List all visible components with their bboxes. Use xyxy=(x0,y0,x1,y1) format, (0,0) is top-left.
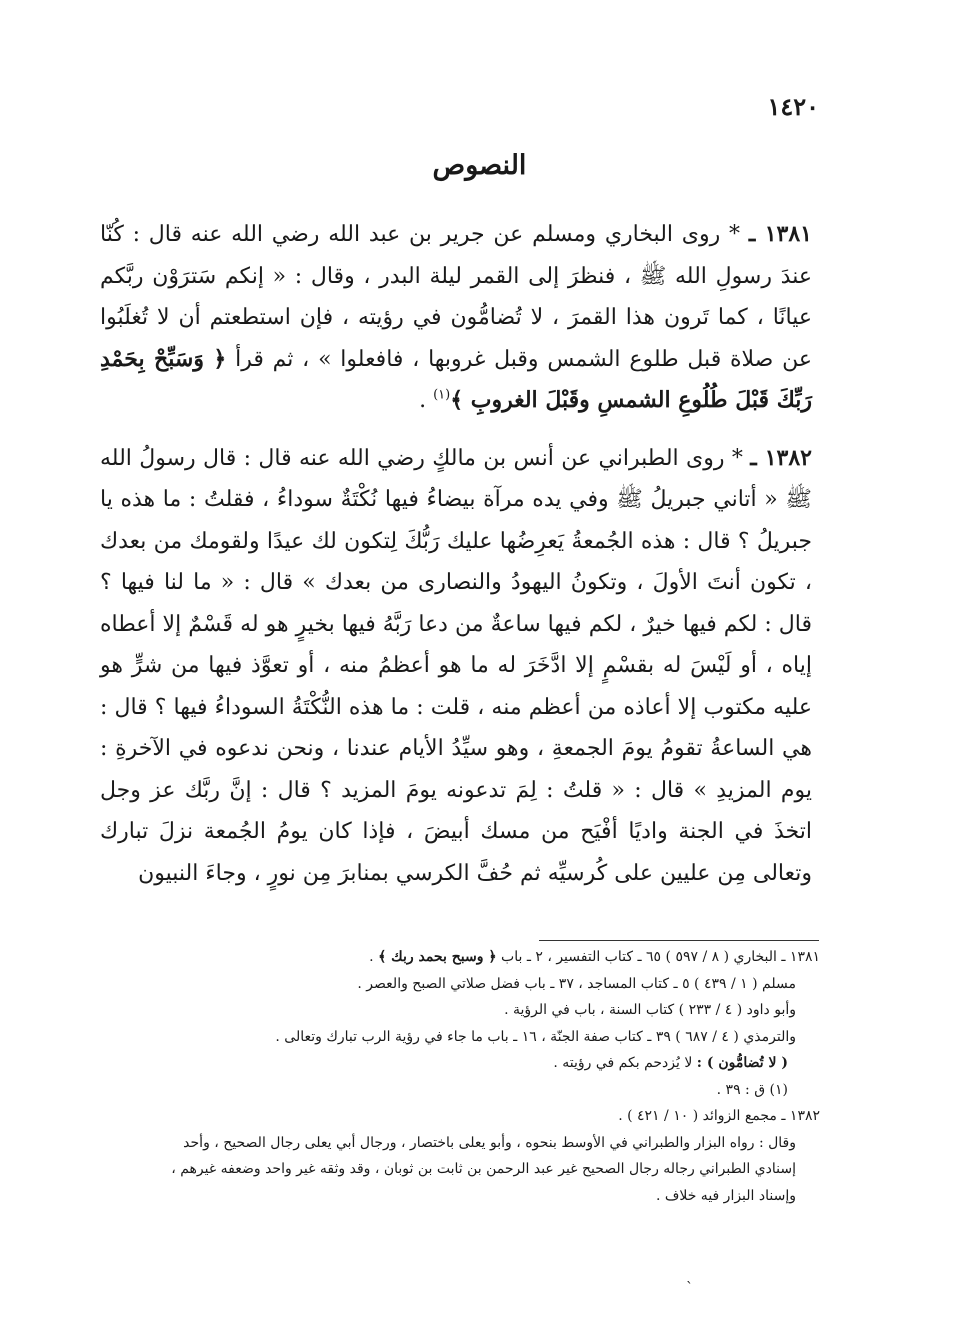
footnote-line: وقال : رواه البزار والطبراني في الأوسط بنحوه ، وأبو يعلى باختصار ، ورجال أبي يعلى رجال الصحيح ، وأحد xyxy=(183,1134,796,1151)
footnote-text: . xyxy=(369,949,374,965)
footnote-text: لا يُزدحم بكم في رؤيته . xyxy=(553,1055,693,1071)
footnotes xyxy=(100,944,820,1209)
footnote-marker: (١) xyxy=(433,387,451,403)
footnote-line: والترمذي ( ٤ / ٦٨٧ ) ٣٩ ـ كتاب صفة الجنّة ، ١٦ ـ باب ما جاء في رؤية الرب تبارك وتعالى . xyxy=(275,1028,796,1045)
paragraph-text: * روى الطبراني عن أنس بن مالكٍ رضي الله عنه قال : قال رسولُ الله ﷺ « أتاني جبريلُ ﷺ وفي يده مرآة بيضاءُ فيها نُكْتَةٌ سوداءُ ، فقلتُ : ما هذه يا جبريلُ ؟ قال : هذه الجُمعةُ يَعرِضُها عليك رَبُّكَ لِتكون لك عيدًا ولقومك من بعدك ، تكون أنتَ الأولَ ، وتكونُ اليهودُ والنصارى من بعدك » قال : « ما لنا فيها ؟ قال : لكم فيها خيرٌ ، لكم فيها ساعةٌ من دعا رَبَّهُ فيها بخيرٍ هو له قَسْمٌ إلا أعطاه إياه ، أو لَيْسَ له بقسْمٍ إلا ادَّخَرَ له ما هو أعظمُ منه ، أو تعوَّذ فيها من شرٍّ هو عليه مكتوب إلا أعاذه من أعظم منه ، قلت : ما هذه النُّكْتَةُ السوداءُ فيها ؟ قال : هي الساعةُ تقومُ يومَ الجمعةِ ، وهو سيِّدُ الأيام عندنا ، ونحن ندعوه في الآخرةِ : يوم المزيدِ » قال : « قلتُ : لِمَ تدعونه يومَ المزيد ؟ قال : إنَّ ربَّك عز وجل اتخذَ في الجنة واديًا أفْيَح من مسك أبيضَ ، فإذا كان يومُ الجُمعة نزلَ تبارك وتعالى مِن عليين على كُرسيِّه ثم حُفَّ الكرسي بمنابرَ مِن نورٍ ، وجاءَ النبيون xyxy=(100,445,812,886)
footnote-line: ١٣٨٢ ـ مجمع الزوائد ( ١٠ / ٤٢١ ) . xyxy=(618,1108,820,1124)
paragraph-end: . xyxy=(419,388,427,413)
footnote-line xyxy=(100,1050,820,1077)
footnote-line: (١) ق : ٣٩ . xyxy=(716,1081,788,1098)
footnote-line: وإسناد البزار فيه خلاف . xyxy=(655,1187,796,1204)
footnote-line xyxy=(100,944,820,971)
footnote-text: ١٣٨١ ـ البخاري ( ٨ / ٥٩٧ ) ٦٥ ـ كتاب التفسير ، ٢ ـ باب xyxy=(501,949,820,965)
paragraph-text: * روى البخاري ومسلم عن جرير بن عبد الله رضي الله عنه قال : كُنّا عندَ رسولِ الله ﷺ ، فنظرَ إلى القمر ليلة البدر ، وقال : « إنكم سَترَوْن ربَّكم عيانًا ، كما تَرون هذا القمرَ ، لا تُضامُّون في رؤيته ، فإن استطعتم أن لا تُغلَبُوا عن صلاة قبل طلوع الشمس وقبل غروبها ، فافعلوا » ، ثم قرأ xyxy=(100,222,812,372)
footnote-line: إسنادي الطبراني رجاله رجال الصحيح غير عبد الرحمن بن ثابت بن ثوبان ، وقد وثقه غير واحد وضعفه غيرهم ، xyxy=(171,1161,796,1177)
footnote-line: مسلم ( ١ / ٤٣٩ ) ٥ ـ كتاب المساجد ، ٣٧ ـ باب فضل صلاتي الصبح والعصر . xyxy=(357,975,796,992)
footnote-bold: ( لا تُضامُّون ) : xyxy=(696,1055,788,1071)
paragraph-1382 xyxy=(100,438,812,895)
main-text xyxy=(100,214,812,894)
footnote-bold: ﴿ وسبح بحمد ربك ﴾ xyxy=(378,949,497,965)
page-title: النصوص xyxy=(432,150,527,181)
page-number: ١٤٢٠ xyxy=(767,92,819,121)
quran-verse: ﴿ وَسَبِّحْ بِحَمْدِ رَبِّكَ قَبْلَ طُلُوعِ الشمسِ وقَبْلَ الغروبِ ﴾ xyxy=(100,345,812,413)
paragraph-number: ١٣٨١ ـ xyxy=(748,221,812,247)
footnote-line: وأبو داود ( ٤ / ٢٣٣ ) كتاب السنة ، باب في الرؤية . xyxy=(504,1002,796,1018)
paragraph-number: ١٣٨٢ ـ xyxy=(750,444,812,471)
stray-mark: ˎ xyxy=(686,1268,693,1284)
paragraph-1381 xyxy=(100,214,812,422)
footnote-divider xyxy=(539,940,819,941)
